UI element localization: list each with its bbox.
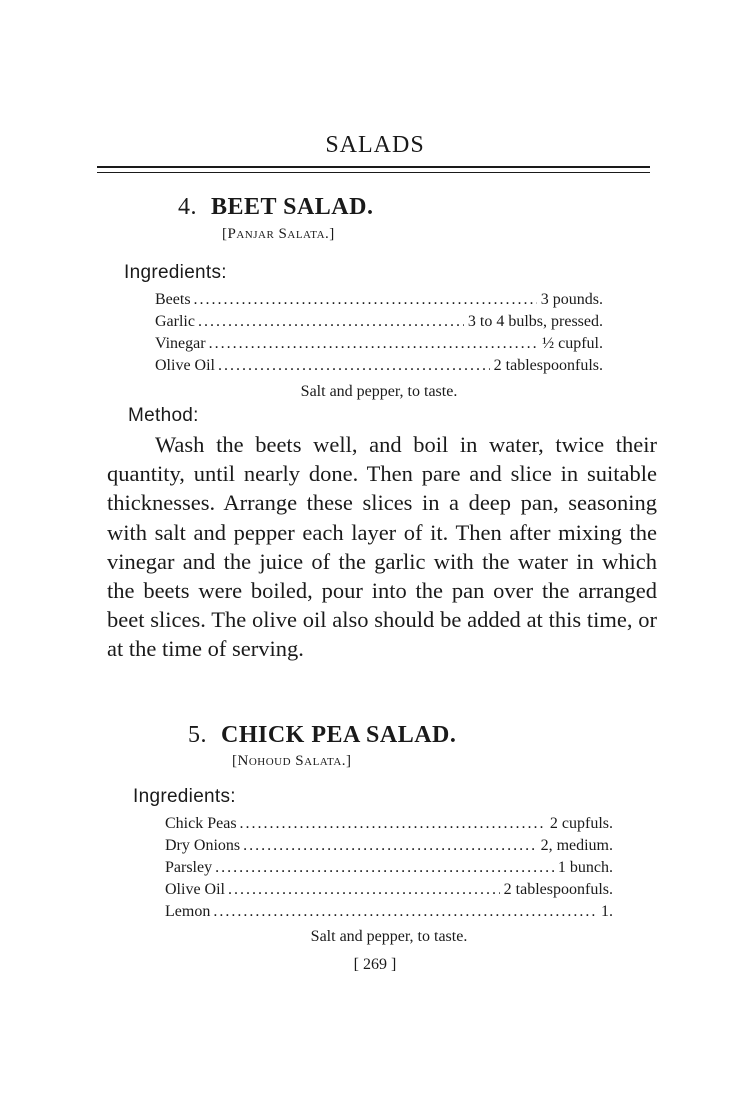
seasoning-note: Salt and pepper, to taste. — [300, 383, 458, 400]
ingredient-qty: 2 cupfuls. — [549, 815, 613, 832]
ingredient-name: Parsley — [165, 859, 213, 876]
ingredient-qty: 3 pounds. — [540, 291, 603, 308]
recipe-number: 5. — [188, 722, 207, 748]
ingredient-row — [155, 335, 603, 357]
ingredient-row — [165, 881, 613, 903]
running-header: SALADS — [325, 132, 425, 158]
ingredient-row — [165, 859, 613, 881]
ingredient-row — [155, 291, 603, 313]
ingredient-qty: 1 bunch. — [557, 859, 613, 876]
page-number: [ 269 ] — [353, 956, 397, 973]
recipe-subtitle: [Nohoud Salata.] — [232, 753, 352, 769]
ingredient-row — [165, 815, 613, 837]
ingredients-label: Ingredients: — [124, 262, 227, 283]
ingredient-qty: 1. — [601, 903, 613, 920]
recipe-title-text: BEET SALAD. — [211, 194, 374, 220]
ingredient-name: Garlic — [155, 313, 195, 330]
ingredient-name: Vinegar — [155, 335, 206, 352]
recipe-title-text: CHICK PEA SALAD. — [221, 722, 457, 748]
ingredient-list — [155, 291, 603, 379]
ingredient-name: Olive Oil — [165, 881, 225, 898]
ingredients-label: Ingredients: — [133, 786, 236, 807]
ingredient-row — [165, 837, 613, 859]
ingredient-name: Olive Oil — [155, 357, 215, 374]
recipe-number: 4. — [178, 194, 197, 220]
recipe-subtitle: [Panjar Salata.] — [222, 226, 335, 242]
recipe-title-chick-pea-salad — [188, 722, 456, 749]
ingredient-qty: 2 tablespoonfuls. — [493, 357, 603, 374]
method-paragraph: Wash the beets well, and boil in water, twice their quantity, until nearly done. Then pare and slice in suitable thicknesses. Arrange these slices in a deep pan, seasoning with salt and pepper each layer of it. Then after mixing the vinegar and the juice of the garlic with the water in which the beets were boiled, pour into the pan over the arranged beet slices. The olive oil also should be added at this time, or at the time of serving. — [107, 432, 657, 662]
seasoning-note: Salt and pepper, to taste. — [310, 928, 468, 945]
ingredient-qty: 3 to 4 bulbs, pressed. — [467, 313, 603, 330]
ingredient-row — [155, 313, 603, 335]
recipe-title-beet-salad — [178, 194, 373, 221]
ingredient-row — [155, 357, 603, 379]
ingredient-list — [165, 815, 613, 925]
method-text — [107, 430, 657, 664]
ingredient-name: Dry Onions — [165, 837, 241, 854]
header-rule-thin — [97, 172, 650, 173]
header-rule-thick — [97, 166, 650, 168]
ingredient-name: Chick Peas — [165, 815, 237, 832]
ingredient-row — [165, 903, 613, 925]
ingredient-qty: 2, medium. — [540, 837, 613, 854]
ingredient-qty: ½ cupful. — [542, 335, 603, 352]
method-label: Method: — [128, 405, 199, 426]
ingredient-name: Lemon — [165, 903, 211, 920]
ingredient-name: Beets — [155, 291, 191, 308]
ingredient-qty: 2 tablespoonfuls. — [503, 881, 613, 898]
